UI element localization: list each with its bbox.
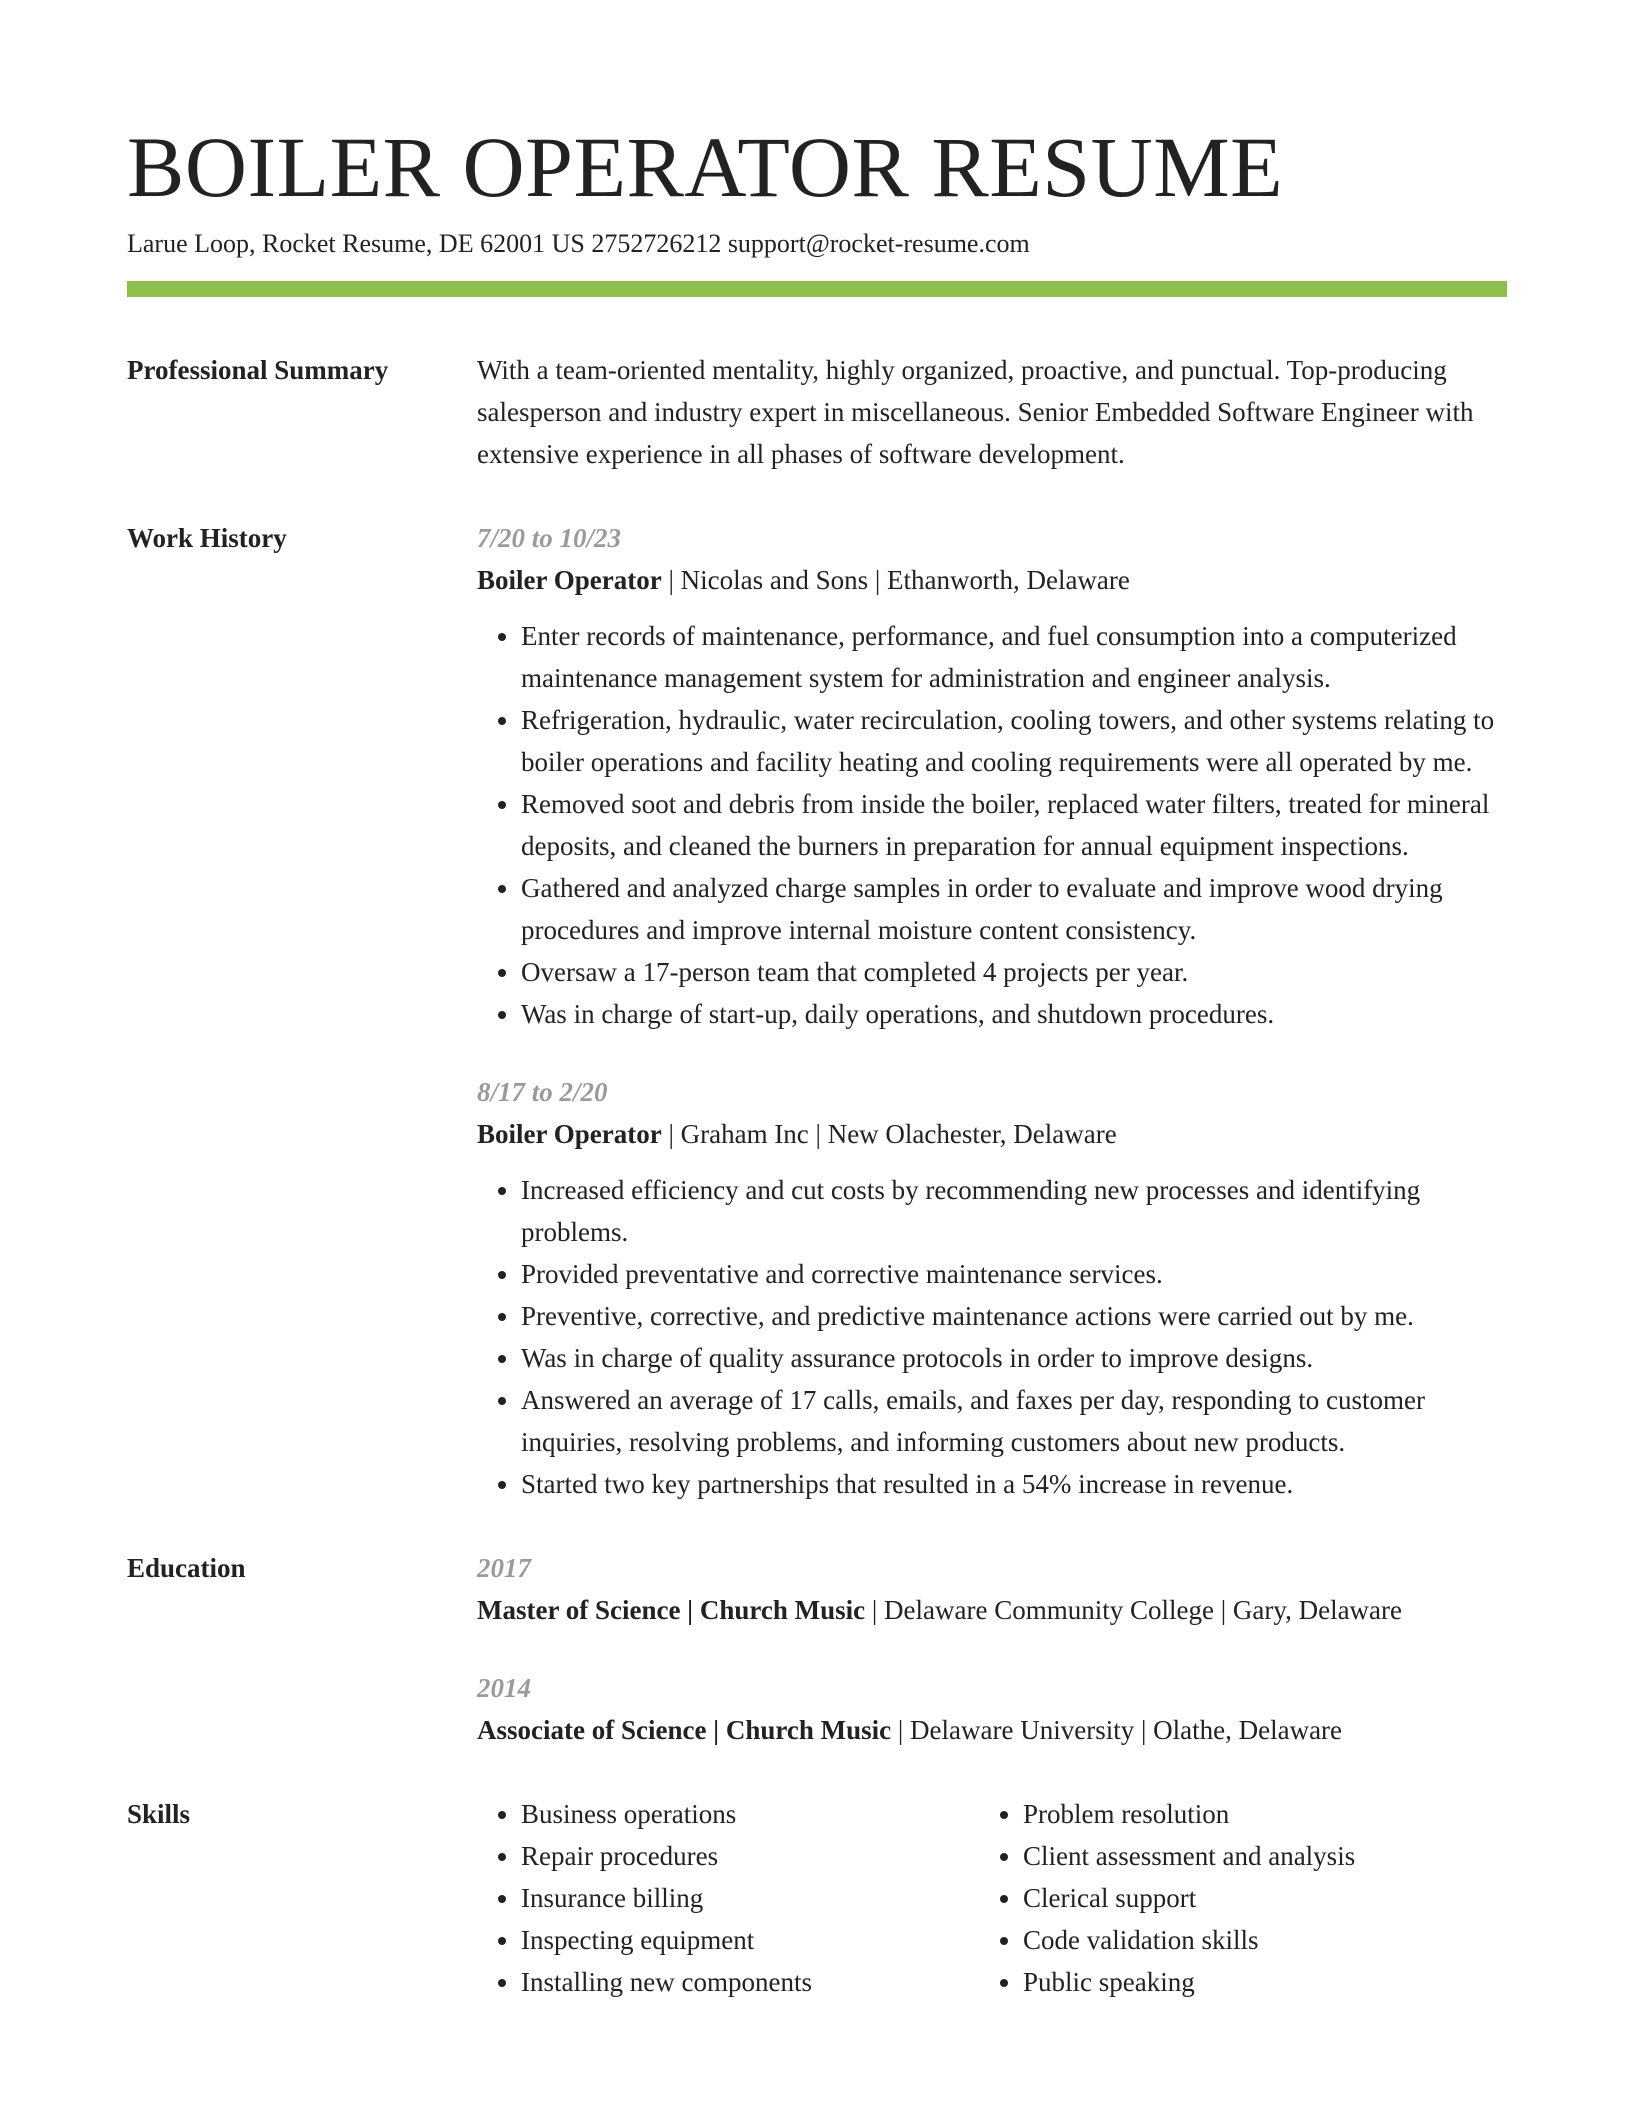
contact-line bbox=[127, 227, 1507, 261]
job-duties-list bbox=[477, 615, 1507, 1035]
summary-text: With a team-oriented mentality, highly organized, proactive, and punctual. Top-producing salesperson and industry expert in miscellaneous. Senior Embedded Software Engineer with extensive experience in all phases of software development. bbox=[477, 354, 1474, 469]
skill-item: • Clerical support bbox=[1023, 1877, 1481, 1919]
job-duty: • Refrigeration, hydraulic, water recirculation, cooling towers, and other systems relating to boiler operations and facility heating and cooling requirements were all operated by me. bbox=[521, 699, 1507, 783]
contact-address: Larue Loop, Rocket Resume, DE 62001 US bbox=[127, 228, 585, 258]
education-year: 2017 bbox=[477, 1552, 531, 1583]
education-header bbox=[477, 1589, 1507, 1631]
job-duty: • Gathered and analyzed charge samples in order to evaluate and improve wood drying procedures and improve internal moisture content consistency. bbox=[521, 867, 1507, 951]
summary-body bbox=[477, 349, 1507, 475]
job-duty: • Preventive, corrective, and predictive maintenance actions were carried out by me. bbox=[521, 1295, 1507, 1337]
skills-list-left bbox=[477, 1793, 979, 2003]
job-title: Boiler Operator bbox=[477, 1118, 662, 1149]
education-body bbox=[477, 1547, 1507, 1751]
skill-item: • Inspecting equipment bbox=[521, 1919, 979, 1961]
education-year: 2014 bbox=[477, 1672, 531, 1703]
job-entry bbox=[477, 1071, 1507, 1505]
skills-body bbox=[477, 1793, 1507, 2003]
education-entry bbox=[477, 1547, 1507, 1631]
education-degree: Associate of Science | Church Music bbox=[477, 1714, 892, 1745]
work-history-heading: Work History bbox=[127, 522, 287, 553]
summary-heading: Professional Summary bbox=[127, 354, 389, 385]
job-header bbox=[477, 1113, 1507, 1155]
skill-item: • Public speaking bbox=[1023, 1961, 1481, 2003]
job-company-location: | Graham Inc | New Olachester, Delaware bbox=[661, 1118, 1117, 1149]
skills-heading: Skills bbox=[127, 1798, 191, 1829]
job-company-location: | Nicolas and Sons | Ethanworth, Delaware bbox=[661, 564, 1130, 595]
contact-email: support@rocket-resume.com bbox=[727, 228, 1030, 258]
education-school-location: | Delaware Community College | Gary, Delaware bbox=[865, 1594, 1403, 1625]
job-duty: • Removed soot and debris from inside the boiler, replaced water filters, treated for mineral deposits, and cleaned the burners in preparation for annual equipment inspections. bbox=[521, 783, 1507, 867]
job-duty: • Started two key partnerships that resulted in a 54% increase in revenue. bbox=[521, 1463, 1507, 1505]
job-dates: 8/17 to 2/20 bbox=[477, 1076, 608, 1107]
job-duty: • Answered an average of 17 calls, emails, and faxes per day, responding to customer inquiries, resolving problems, and informing customers about new products. bbox=[521, 1379, 1507, 1463]
education-entry bbox=[477, 1667, 1507, 1751]
education-heading: Education bbox=[127, 1552, 246, 1583]
job-entry bbox=[477, 517, 1507, 1035]
resume-title: BOILER OPERATOR RESUME bbox=[127, 119, 1284, 215]
job-duty: • Increased efficiency and cut costs by recommending new processes and identifying problems. bbox=[521, 1169, 1507, 1253]
job-duty: • Was in charge of start-up, daily operations, and shutdown procedures. bbox=[521, 993, 1507, 1035]
job-duty: • Provided preventative and corrective maintenance services. bbox=[521, 1253, 1507, 1295]
job-duty: • Enter records of maintenance, performance, and fuel consumption into a computerized maintenance management system for administration and engineer analysis. bbox=[521, 615, 1507, 699]
work-history-body bbox=[477, 517, 1507, 1505]
education-school-location: | Delaware University | Olathe, Delaware bbox=[891, 1714, 1343, 1745]
skills-columns bbox=[477, 1793, 1507, 2003]
skill-item: • Repair procedures bbox=[521, 1835, 979, 1877]
job-duties-list bbox=[477, 1169, 1507, 1505]
header-divider bbox=[127, 281, 1507, 297]
skill-item: • Client assessment and analysis bbox=[1023, 1835, 1481, 1877]
summary-section bbox=[127, 349, 1507, 475]
skill-item: • Insurance billing bbox=[521, 1877, 979, 1919]
skill-item: • Business operations bbox=[521, 1793, 979, 1835]
education-header bbox=[477, 1709, 1507, 1751]
skill-item: • Problem resolution bbox=[1023, 1793, 1481, 1835]
job-duty: • Was in charge of quality assurance protocols in order to improve designs. bbox=[521, 1337, 1507, 1379]
job-dates: 7/20 to 10/23 bbox=[477, 522, 622, 553]
work-history-section bbox=[127, 517, 1507, 1505]
contact-phone: 2752726212 bbox=[591, 228, 722, 258]
education-section bbox=[127, 1547, 1507, 1751]
skill-item: • Code validation skills bbox=[1023, 1919, 1481, 1961]
job-title: Boiler Operator bbox=[477, 564, 662, 595]
skills-list-right bbox=[979, 1793, 1481, 2003]
job-duty: • Oversaw a 17-person team that completed 4 projects per year. bbox=[521, 951, 1507, 993]
job-header bbox=[477, 559, 1507, 601]
skill-item: • Installing new components bbox=[521, 1961, 979, 2003]
skills-section bbox=[127, 1793, 1507, 2003]
education-degree: Master of Science | Church Music bbox=[477, 1594, 866, 1625]
